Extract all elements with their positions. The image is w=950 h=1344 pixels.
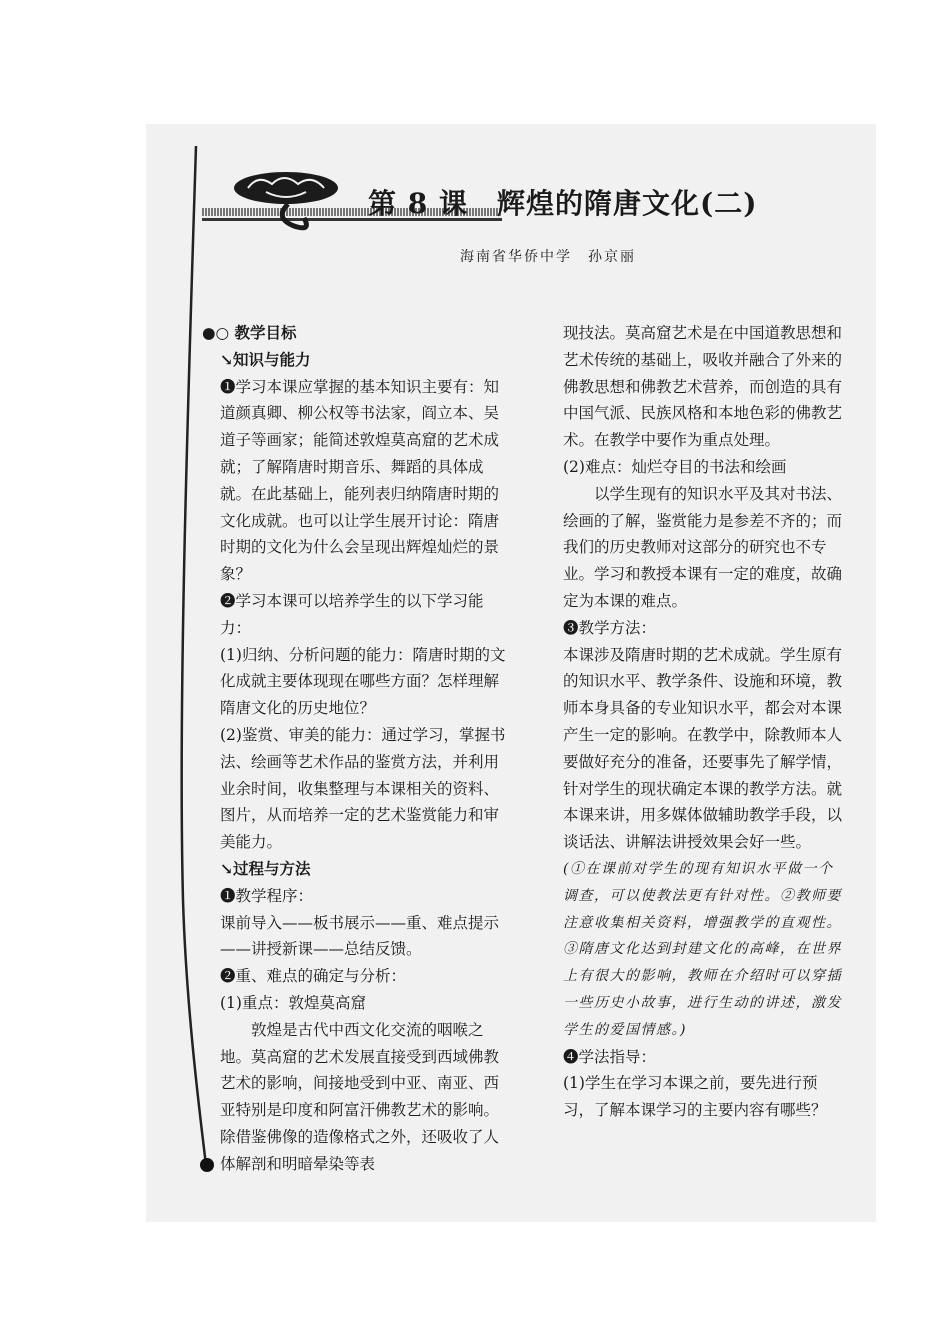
section-heading: ●○ 教学目标 [202,323,297,342]
subheading: ↘知识与能力 [220,349,311,369]
paragraph: ❶教学程序： [220,886,314,905]
right-column [563,320,848,1124]
paragraph: (2)鉴赏、审美的能力：通过学习，掌握书法、绘画等艺术作品的鉴赏方法，并利用业余时间，收集整理与本课相关的资料、图片，从而培养一定的艺术鉴赏能力和审美能力。 [220,725,506,852]
paragraph: 课前导入——板书展示——重、难点提示——讲授新课——总结反馈。 [220,913,500,959]
paragraph: ❸教学方法： [563,618,657,637]
left-column [202,320,508,1178]
paragraph: ❶学习本课应掌握的基本知识主要有：知道颜真卿、柳公权等书法家，阎立本、吴道子等画家；能简述敦煌莫高窟的艺术成就；了解隋唐时期音乐、舞蹈的具体成就。在此基础上，能列表归纳隋唐时期的文化成就。也可以让学生展开讨论：隋唐时期的文化为什么会呈现出辉煌灿烂的景象？ [220,377,500,584]
cloud-ornament-icon [226,168,346,238]
paragraph: ❷学习本课可以培养学生的以下学习能力： [220,591,484,637]
paragraph: (1)归纳、分析问题的能力：隋唐时期的文化成就主要体现现在哪些方面？怎样理解隋唐文化的历史地位？ [220,645,506,718]
paragraph: 敦煌是古代中西文化交流的咽喉之地。莫高窟的艺术发展直接受到西域佛教艺术的影响，间接地受到中亚、南亚、西亚特别是印度和阿富汗佛教艺术的影响。除借鉴佛像的造像格式之外，还吸收了人体解剖和明暗晕染等表 [220,1020,500,1173]
note-paragraph: (①在课前对学生的现有知识水平做一个调查，可以使教法更有针对性。②教师要注意收集相关资料，增强教学的直观性。③隋唐文化达到封建文化的高峰，在世界上有很大的影响，教师在介绍时可以穿插一些历史小故事，进行生动的讲述，激发学生的爱国情感。) [563,860,842,1038]
paragraph: ❷重、难点的确定与分析： [220,967,407,986]
paragraph: (2)难点：灿烂夺目的书法和绘画 [563,457,787,476]
subheading: ↘过程与方法 [220,858,311,878]
lesson-title: 第 8 课 辉煌的隋唐文化(二) [368,187,758,220]
paragraph: 现技法。莫高窟艺术是在中国道教思想和艺术传统的基础上，吸收并融合了外来的佛教思想和佛教艺术营养，而创造的具有中国气派、民族风格和本地色彩的佛教艺术。在教学中要作为重点处理。 [563,324,843,450]
paragraph: 本课涉及隋唐时期的艺术成就。学生原有的知识水平、教学条件、设施和环境，教师本身具备的专业知识水平，都会对本课产生一定的影响。在教学中，除教师本人要做好充分的准备，还要事先了解学情，针对学生的现状确定本课的教学方法。就本课来讲，用多媒体做辅助教学手段，以谈话法、讲解法讲授效果会好一些。 [563,645,843,852]
title-banner [146,178,876,238]
paragraph: (1)学生在学习本课之前，要先进行预习，了解本课学习的主要内容有哪些？ [563,1074,827,1120]
paragraph: 以学生现有的知识水平及其对书法、绘画的了解，鉴赏能力是参差不齐的；而我们的历史教师对这部分的研究也不专业。学习和教授本课有一定的难度，故确定为本课的难点。 [563,484,843,610]
author-line: 海南省华侨中学 孙京丽 [460,249,636,265]
paragraph: (1)重点：敦煌莫高窟 [220,993,366,1012]
paragraph: ❹学法指导： [563,1047,657,1066]
